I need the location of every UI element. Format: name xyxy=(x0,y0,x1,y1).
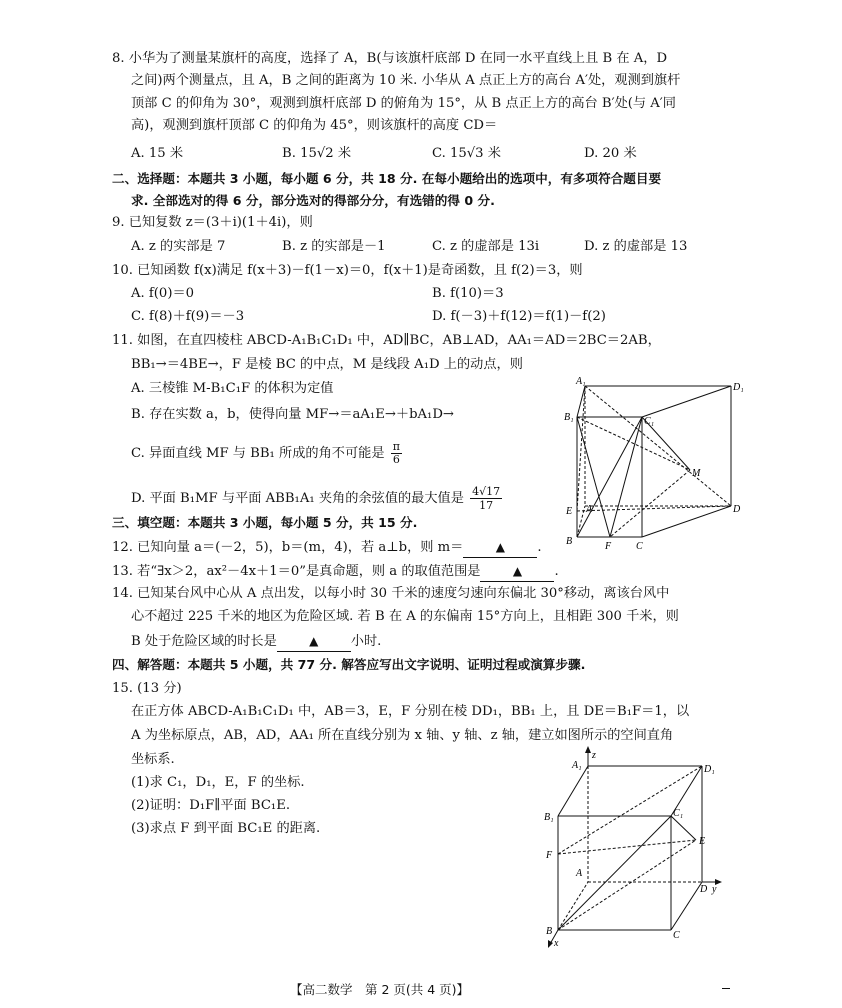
q8-option-a: A. 15 米 xyxy=(131,146,184,161)
label-b: B xyxy=(546,926,553,937)
q15-line-2: A 为坐标原点，AB，AD，AA₁ 所在直线分别为 x 轴、y 轴、z 轴，建立如图所示的空间直角 xyxy=(131,728,674,743)
q14-line-3 xyxy=(131,632,381,652)
q13-period: . xyxy=(554,564,559,579)
label-e: E xyxy=(699,836,706,847)
fraction-denominator: 6 xyxy=(392,453,400,466)
label-a1: A₁ xyxy=(572,760,582,771)
q9-option-d: D. z 的虚部是 13 xyxy=(584,239,688,254)
q13-answer-blank[interactable] xyxy=(480,562,554,582)
q11-option-c-text: C. 异面直线 MF 与 BB₁ 所成的角不可能是 xyxy=(131,446,385,461)
page-footer: 【高二数学 第 2 页(共 4 页)】 xyxy=(290,982,470,997)
q9-stem: 9. 已知复数 z＝(3＋i)(1＋4i)，则 xyxy=(112,215,313,230)
q10-option-d: D. f(－3)＋f(12)＝f(1)－f(2) xyxy=(432,309,606,324)
q9-option-c: C. z 的虚部是 13i xyxy=(432,239,540,254)
q11-option-b: B. 存在实数 a，b，使得向量 MF→＝aA₁E→＋bA₁D→ xyxy=(131,407,454,422)
label-z-axis: z xyxy=(592,750,596,761)
q12-answer-blank[interactable] xyxy=(463,538,537,558)
q9-option-a: A. z 的实部是 7 xyxy=(131,239,226,254)
q10-option-a: A. f(0)＝0 xyxy=(131,286,195,301)
corner-mark xyxy=(722,988,730,989)
q15-line-1: 在正方体 ABCD-A₁B₁C₁D₁ 中，AB＝3，E，F 分别在棱 DD₁，BB₁ 上，且 DE＝B₁F＝1，以 xyxy=(131,704,690,719)
label-c: C xyxy=(673,930,680,941)
q11-option-c-fraction xyxy=(391,441,402,466)
label-a: A xyxy=(586,504,593,515)
q13 xyxy=(112,562,559,582)
q8-option-d: D. 20 米 xyxy=(584,146,637,161)
q15-part-1: (1)求 C₁，D₁，E，F 的坐标. xyxy=(131,775,305,790)
q11-option-c xyxy=(131,441,402,466)
label-f: F xyxy=(605,541,612,552)
q15-part-3: (3)求点 F 到平面 BC₁E 的距离. xyxy=(131,821,321,836)
section-4-heading: 四、解答题：本题共 5 小题，共 77 分. 解答应写出文字说明、证明过程或演算步骤. xyxy=(112,657,586,672)
q13-text: 13. 若“∃x＞2，ax²－4x＋1＝0”是真命题，则 a 的取值范围是 xyxy=(112,564,481,579)
q15-cube-figure xyxy=(536,744,732,950)
label-d: D xyxy=(700,884,708,895)
q14-answer-blank[interactable] xyxy=(277,632,351,652)
label-b: B xyxy=(566,536,573,547)
q12 xyxy=(112,538,542,558)
q8-line-1: 8. 小华为了测量某旗杆的高度，选择了 A，B(与该旗杆底部 D 在同一水平直线上且 B 在 A，D xyxy=(112,51,668,66)
label-a: A xyxy=(576,868,583,879)
label-x-axis: x xyxy=(554,938,559,949)
q8-line-2: 之间)两个测量点，且 A，B 之间的距离为 10 米. 小华从 A 点正上方的高台 A′处，观测到旗杆 xyxy=(131,73,681,88)
q8-option-c: C. 15√3 米 xyxy=(432,146,501,161)
q11-option-d-fraction xyxy=(470,485,502,512)
q12-text: 12. 已知向量 a＝(－2，5)，b＝(m，4)，若 a⊥b，则 m＝ xyxy=(112,540,464,555)
fraction-numerator: 4√17 xyxy=(472,485,501,498)
label-m: M xyxy=(692,468,701,479)
q8-option-b: B. 15√2 米 xyxy=(282,146,352,161)
answer-marker-icon: ▲ xyxy=(512,564,523,578)
fraction-denominator: 17 xyxy=(479,499,494,512)
label-d: D xyxy=(733,504,741,515)
label-c1: C₁ xyxy=(644,416,655,427)
q15-line-3: 坐标系. xyxy=(131,752,175,767)
q11-option-d-text: D. 平面 B₁MF 与平面 ABB₁A₁ 夹角的余弦值的最大值是 xyxy=(131,491,464,506)
label-e: E xyxy=(566,506,573,517)
section-2-heading-line-1: 二、选择题：本题共 3 小题，每小题 6 分，共 18 分. 在每小题给出的选项中，有多项符合题目要 xyxy=(112,171,662,186)
section-3-heading: 三、填空题：本题共 3 小题，每小题 5 分，共 15 分. xyxy=(112,515,418,530)
label-d1: D₁ xyxy=(704,764,715,775)
q11-option-d xyxy=(131,485,502,512)
q8-line-3: 顶部 C 的仰角为 30°，观测到旗杆底部 D 的俯角为 15°，从 B 点正上方的高台 B′处(与 A′同 xyxy=(131,96,676,111)
label-b1: B₁ xyxy=(564,412,574,423)
q14-line-1: 14. 已知某台风中心从 A 点出发，以每小时 30 千米的速度匀速向东偏北 30°移动，离该台风中 xyxy=(112,586,670,601)
label-f: F xyxy=(546,850,553,861)
label-c: C xyxy=(636,541,643,552)
q12-period: . xyxy=(537,540,542,555)
q15-heading: 15. (13 分) xyxy=(112,681,182,696)
section-2-heading-line-2: 求. 全部选对的得 6 分，部分选对的得部分分，有选错的得 0 分. xyxy=(131,193,495,208)
q8-line-4: 高)，观测到旗杆顶部 C 的仰角为 45°，则该旗杆的高度 CD＝ xyxy=(131,118,498,133)
answer-marker-icon: ▲ xyxy=(495,540,505,554)
q10-option-b: B. f(10)＝3 xyxy=(432,286,504,301)
q10-option-c: C. f(8)＋f(9)＝－3 xyxy=(131,309,245,324)
label-y-axis: y xyxy=(712,884,717,895)
label-c1: C₁ xyxy=(673,808,684,819)
q11-prism-figure xyxy=(558,372,744,556)
q11-line-2: BB₁→＝4BE→，F 是棱 BC 的中点，M 是线段 A₁D 上的动点，则 xyxy=(131,357,523,372)
q9-option-b: B. z 的实部是－1 xyxy=(282,239,386,254)
q11-line-1: 11. 如图，在直四棱柱 ABCD-A₁B₁C₁D₁ 中，AD∥BC，AB⊥AD，AA₁＝AD＝2BC＝2AB， xyxy=(112,333,661,348)
label-a1: A₁ xyxy=(576,376,586,387)
fraction-numerator: π xyxy=(392,440,400,453)
answer-marker-icon: ▲ xyxy=(309,634,319,648)
label-b1: B₁ xyxy=(544,812,554,823)
q11-option-a: A. 三棱锥 M-B₁C₁F 的体积为定值 xyxy=(131,381,334,396)
q14-line-2: 心不超过 225 千米的地区为危险区域. 若 B 在 A 的东偏南 15°方向上，且相距 300 千米，则 xyxy=(131,609,679,624)
q14-unit: 小时. xyxy=(350,634,382,649)
label-d1: D₁ xyxy=(733,382,744,393)
q14-line-3-text: B 处于危险区域的时长是 xyxy=(131,634,277,649)
q15-part-2: (2)证明：D₁F∥平面 BC₁E. xyxy=(131,798,291,813)
q10-stem: 10. 已知函数 f(x)满足 f(x＋3)－f(1－x)＝0，f(x＋1)是奇函数，且 f(2)＝3，则 xyxy=(112,263,583,278)
